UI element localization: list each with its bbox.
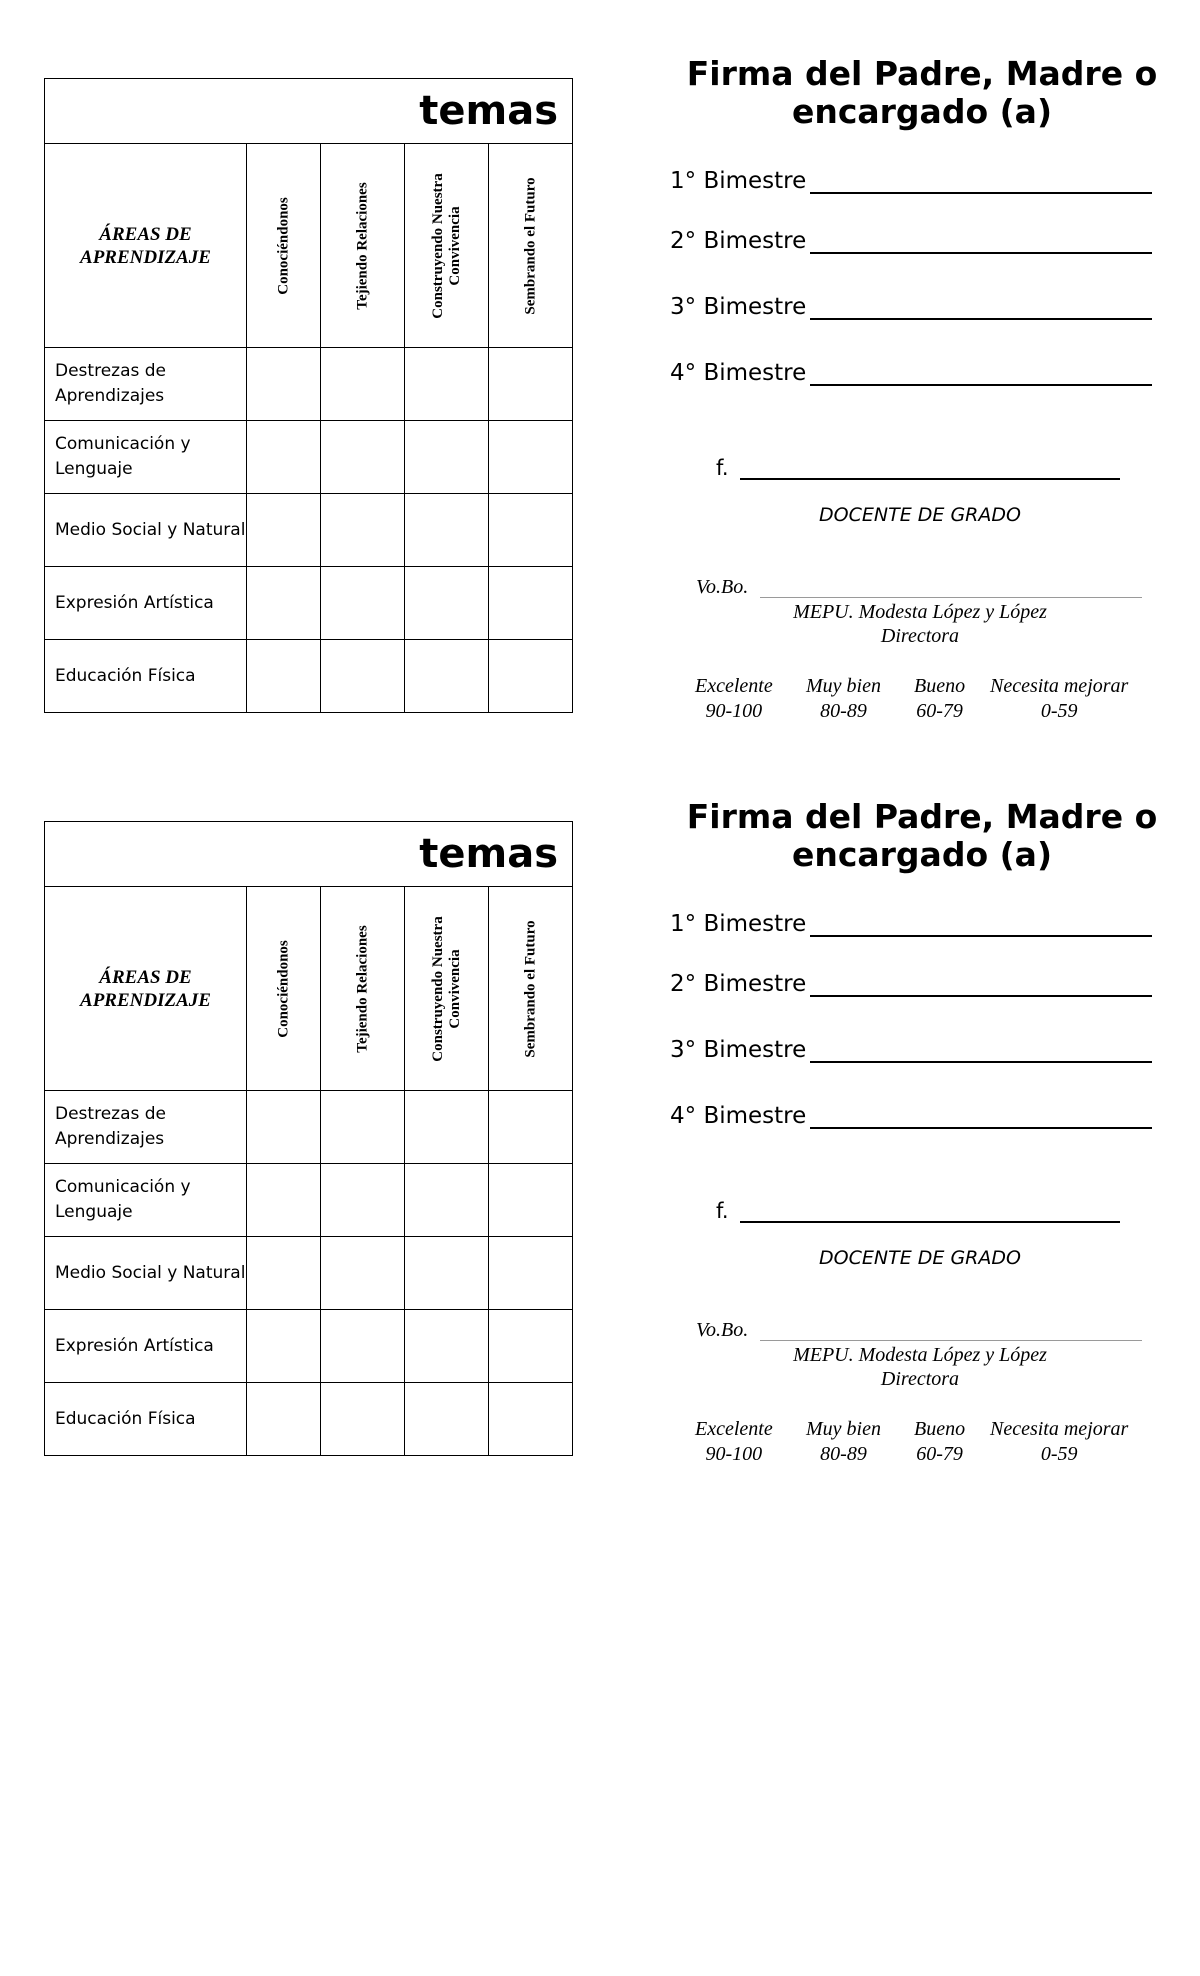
column-header <box>489 887 573 1091</box>
area-name: Expresión Artística <box>45 567 247 640</box>
bimestre-label: 3° Bimestre <box>670 1037 807 1063</box>
scale-label: Necesita mejorar <box>990 1418 1129 1440</box>
grade-cell <box>247 421 321 494</box>
area-name: Comunicación y Lenguaje <box>45 1164 247 1237</box>
area-name: Medio Social y Natural <box>45 1237 247 1310</box>
grade-cell <box>405 1091 489 1164</box>
column-header-label: Construyendo Nuestra Convivencia <box>429 915 463 1062</box>
column-header <box>405 887 489 1091</box>
table-row <box>45 640 573 713</box>
area-name: Comunicación y Lenguaje <box>45 421 247 494</box>
grade-cell <box>405 494 489 567</box>
bimestre-label: 4° Bimestre <box>670 360 807 386</box>
area-name: Expresión Artística <box>45 1310 247 1383</box>
grade-cell <box>321 1383 405 1456</box>
table-row <box>45 348 573 421</box>
grade-cell <box>489 494 573 567</box>
area-name: Educación Física <box>45 1383 247 1456</box>
scale-label: Excelente <box>695 1418 773 1440</box>
grade-cell <box>321 1091 405 1164</box>
grades-table <box>44 821 573 1456</box>
grade-cell <box>321 421 405 494</box>
table-row <box>45 421 573 494</box>
scale-label: Excelente <box>695 675 773 697</box>
column-header <box>321 887 405 1091</box>
grade-scale-item <box>695 1417 773 1467</box>
column-header <box>321 144 405 348</box>
bimestre-signature-line[interactable] <box>810 384 1152 386</box>
grade-cell <box>247 348 321 421</box>
column-header <box>247 887 321 1091</box>
table-row <box>45 1310 573 1383</box>
bimestre-signature-line[interactable] <box>810 995 1152 997</box>
scale-range: 0-59 <box>1040 700 1078 722</box>
bimestre-label: 4° Bimestre <box>670 1103 807 1129</box>
scale-label: Necesita mejorar <box>990 675 1129 697</box>
table-title: temas <box>45 822 573 887</box>
area-name: Destrezas de Aprendizajes <box>45 348 247 421</box>
area-name: Destrezas de Aprendizajes <box>45 1091 247 1164</box>
grade-cell <box>321 494 405 567</box>
report-card-2 <box>0 743 1200 1465</box>
scale-range: 80-89 <box>820 700 867 722</box>
areas-header: ÁREAS DE APRENDIZAJE <box>45 144 247 348</box>
director-title: Directora <box>880 1368 960 1390</box>
grade-cell <box>247 494 321 567</box>
area-name: Educación Física <box>45 640 247 713</box>
column-header <box>489 144 573 348</box>
bimestre-signature-line[interactable] <box>810 1061 1152 1063</box>
grade-scale-item <box>806 674 881 724</box>
scale-range: 0-59 <box>1040 1443 1078 1465</box>
scale-range: 90-100 <box>705 1443 763 1465</box>
grade-cell <box>405 1310 489 1383</box>
grade-cell <box>489 348 573 421</box>
grade-cell <box>247 1091 321 1164</box>
director-block <box>700 1343 1140 1391</box>
column-header-label: Sembrando el Futuro <box>522 919 538 1058</box>
grade-cell <box>321 348 405 421</box>
docente-label: DOCENTE DE GRADO <box>819 1247 1021 1269</box>
table-row <box>45 1091 573 1164</box>
table-row <box>45 494 573 567</box>
docente-signature-line[interactable] <box>740 1221 1120 1223</box>
grade-cell <box>405 348 489 421</box>
scale-label: Muy bien <box>806 1418 881 1440</box>
docente-label: DOCENTE DE GRADO <box>819 504 1021 526</box>
bimestre-label: 1° Bimestre <box>670 911 807 937</box>
director-name: MEPU. Modesta López y López <box>793 1344 1047 1366</box>
grade-scale-item <box>914 1417 965 1467</box>
grade-cell <box>405 567 489 640</box>
vobo-signature-line[interactable] <box>760 1340 1142 1341</box>
scale-label: Bueno <box>914 1418 966 1440</box>
vobo-label: Vo.Bo. <box>696 1319 749 1341</box>
scale-label: Muy bien <box>806 675 881 697</box>
grade-cell <box>489 1310 573 1383</box>
grade-cell <box>247 1237 321 1310</box>
grade-cell <box>247 640 321 713</box>
table-row <box>45 1237 573 1310</box>
grade-cell <box>405 421 489 494</box>
column-header-label: Sembrando el Futuro <box>522 176 538 315</box>
grade-cell <box>321 567 405 640</box>
grade-cell <box>321 640 405 713</box>
grade-cell <box>489 1164 573 1237</box>
bimestre-label: 2° Bimestre <box>670 971 807 997</box>
areas-header: ÁREAS DE APRENDIZAJE <box>45 887 247 1091</box>
column-header <box>405 144 489 348</box>
column-header-label: Tejiendo Relaciones <box>354 924 370 1053</box>
column-header-label: Tejiendo Relaciones <box>354 181 370 310</box>
bimestre-signature-line[interactable] <box>810 318 1152 320</box>
firma-title: Firma del Padre, Madre o encargado (a) <box>686 797 1158 874</box>
report-card-1 <box>0 0 1200 722</box>
bimestre-signature-line[interactable] <box>810 1127 1152 1129</box>
grade-cell <box>405 1383 489 1456</box>
column-header <box>247 144 321 348</box>
table-row <box>45 1383 573 1456</box>
grade-cell <box>405 640 489 713</box>
column-header-label: Construyendo Nuestra Convivencia <box>429 172 463 319</box>
vobo-label: Vo.Bo. <box>696 576 749 598</box>
table-title: temas <box>45 79 573 144</box>
bimestre-signature-line[interactable] <box>810 935 1152 937</box>
director-block <box>700 600 1140 648</box>
f-label: f. <box>716 456 729 480</box>
grade-cell <box>405 1164 489 1237</box>
grade-cell <box>489 1237 573 1310</box>
grade-cell <box>247 1310 321 1383</box>
table-row <box>45 1164 573 1237</box>
column-header-label: Conociéndonos <box>275 196 291 295</box>
scale-range: 80-89 <box>820 1443 867 1465</box>
bimestre-label: 2° Bimestre <box>670 228 807 254</box>
grade-cell <box>489 567 573 640</box>
grade-cell <box>321 1164 405 1237</box>
bimestre-label: 3° Bimestre <box>670 294 807 320</box>
area-name: Medio Social y Natural <box>45 494 247 567</box>
grades-table <box>44 78 573 713</box>
grade-cell <box>321 1237 405 1310</box>
column-header-label: Conociéndonos <box>275 939 291 1038</box>
grade-cell <box>489 1091 573 1164</box>
vobo-signature-line[interactable] <box>760 597 1142 598</box>
director-name: MEPU. Modesta López y López <box>793 601 1047 623</box>
scale-range: 60-79 <box>916 1443 963 1465</box>
scale-range: 60-79 <box>916 700 963 722</box>
scale-label: Bueno <box>914 675 966 697</box>
grade-scale-item <box>695 674 773 724</box>
f-label: f. <box>716 1199 729 1223</box>
bimestre-label: 1° Bimestre <box>670 168 807 194</box>
grade-cell <box>247 1164 321 1237</box>
scale-range: 90-100 <box>705 700 763 722</box>
grade-cell <box>247 1383 321 1456</box>
docente-signature-line[interactable] <box>740 478 1120 480</box>
director-title: Directora <box>880 625 960 647</box>
grade-cell <box>247 567 321 640</box>
bimestre-signature-line[interactable] <box>810 252 1152 254</box>
firma-title: Firma del Padre, Madre o encargado (a) <box>686 54 1158 131</box>
grade-scale-item <box>914 674 965 724</box>
grade-scale-item <box>990 1417 1128 1467</box>
grade-cell <box>489 640 573 713</box>
grade-scale-item <box>806 1417 881 1467</box>
grade-scale-item <box>990 674 1128 724</box>
grade-cell <box>321 1310 405 1383</box>
grade-cell <box>489 1383 573 1456</box>
grade-cell <box>489 421 573 494</box>
bimestre-signature-line[interactable] <box>810 192 1152 194</box>
grade-cell <box>405 1237 489 1310</box>
table-row <box>45 567 573 640</box>
